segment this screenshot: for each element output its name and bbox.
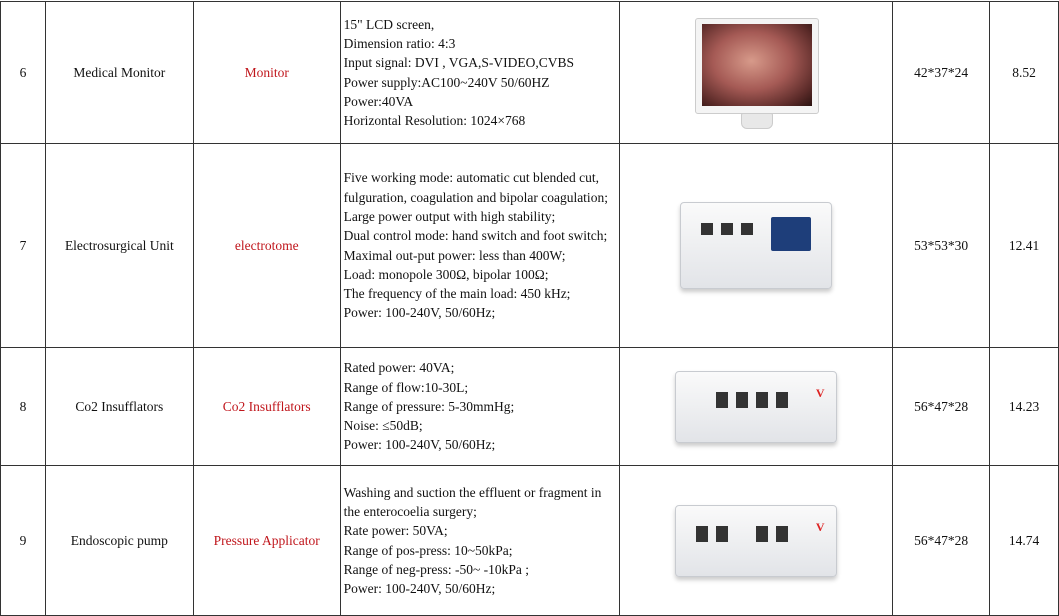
product-image-cell — [620, 144, 893, 348]
spec-line: Power supply:AC100~240V 50/60HZ — [343, 74, 550, 90]
product-name: Electrosurgical Unit — [45, 144, 193, 348]
spec-line: Power:40VA — [343, 93, 414, 109]
package-size: 42*37*24 — [893, 2, 990, 144]
weight: 12.41 — [990, 144, 1059, 348]
electrosurgical-unit-image — [680, 202, 832, 289]
table-row — [1, 466, 1059, 616]
co2-insufflator-image: V — [675, 371, 837, 443]
product-specs — [340, 348, 620, 466]
spec-line: the enterocoelia surgery; — [343, 503, 477, 519]
table-row — [1, 144, 1059, 348]
product-specs — [340, 2, 620, 144]
spec-line: Range of neg-press: -50~ -10kPa ; — [343, 561, 530, 577]
product-table — [0, 1, 1059, 616]
product-alias: Co2 Insufflators — [193, 348, 340, 466]
spec-line: Power: 100-240V, 50/60Hz; — [343, 581, 496, 597]
product-image-cell — [620, 348, 893, 466]
monitor-image — [695, 18, 817, 128]
spec-line: Power: 100-240V, 50/60Hz; — [343, 437, 496, 453]
product-name: Medical Monitor — [45, 2, 193, 144]
row-number: 9 — [1, 466, 46, 616]
spec-line: Power: 100-240V, 50/60Hz; — [343, 305, 496, 321]
spec-line: Dual control mode: hand switch and foot switch; — [343, 228, 608, 244]
row-number: 6 — [1, 2, 46, 144]
spec-line: Load: monopole 300Ω, bipolar 100Ω; — [343, 266, 549, 282]
spec-line: The frequency of the main load: 450 kHz; — [343, 286, 571, 302]
row-number: 7 — [1, 144, 46, 348]
product-alias: Monitor — [193, 2, 340, 144]
spec-line: Range of flow:10-30L; — [343, 379, 469, 395]
spec-line: Large power output with high stability; — [343, 208, 556, 224]
spec-line: Dimension ratio: 4:3 — [343, 35, 456, 51]
spec-line: fulguration, coagulation and bipolar coagulation; — [343, 189, 608, 205]
package-size: 56*47*28 — [893, 348, 990, 466]
row-number: 8 — [1, 348, 46, 466]
weight: 8.52 — [990, 2, 1059, 144]
product-specs — [340, 144, 620, 348]
package-size: 53*53*30 — [893, 144, 990, 348]
spec-line: Range of pos-press: 10~50kPa; — [343, 542, 513, 558]
spec-line: Horizontal Resolution: 1024×768 — [343, 113, 526, 129]
spec-line: Maximal out-put power: less than 400W; — [343, 247, 566, 263]
table-row — [1, 348, 1059, 466]
spec-line: Rate power: 50VA; — [343, 523, 448, 539]
spec-line: Washing and suction the effluent or fragment in — [343, 484, 602, 500]
spec-line: Range of pressure: 5-30mmHg; — [343, 398, 515, 414]
product-image-cell — [620, 2, 893, 144]
table-row — [1, 2, 1059, 144]
spec-line: Rated power: 40VA; — [343, 360, 455, 376]
product-name: Co2 Insufflators — [45, 348, 193, 466]
weight: 14.23 — [990, 348, 1059, 466]
product-image-cell — [620, 466, 893, 616]
product-specs — [340, 466, 620, 616]
product-alias: electrotome — [193, 144, 340, 348]
product-name: Endoscopic pump — [45, 466, 193, 616]
spec-line: Input signal: DVI , VGA,S-VIDEO,CVBS — [343, 55, 575, 71]
spec-line: 15" LCD screen, — [343, 16, 435, 32]
weight: 14.74 — [990, 466, 1059, 616]
product-alias: Pressure Applicator — [193, 466, 340, 616]
spec-line: Five working mode: automatic cut blended cut, — [343, 170, 599, 186]
package-size: 56*47*28 — [893, 466, 990, 616]
endoscopic-pump-image: V — [675, 505, 837, 577]
spec-line: Noise: ≤50dB; — [343, 418, 423, 434]
